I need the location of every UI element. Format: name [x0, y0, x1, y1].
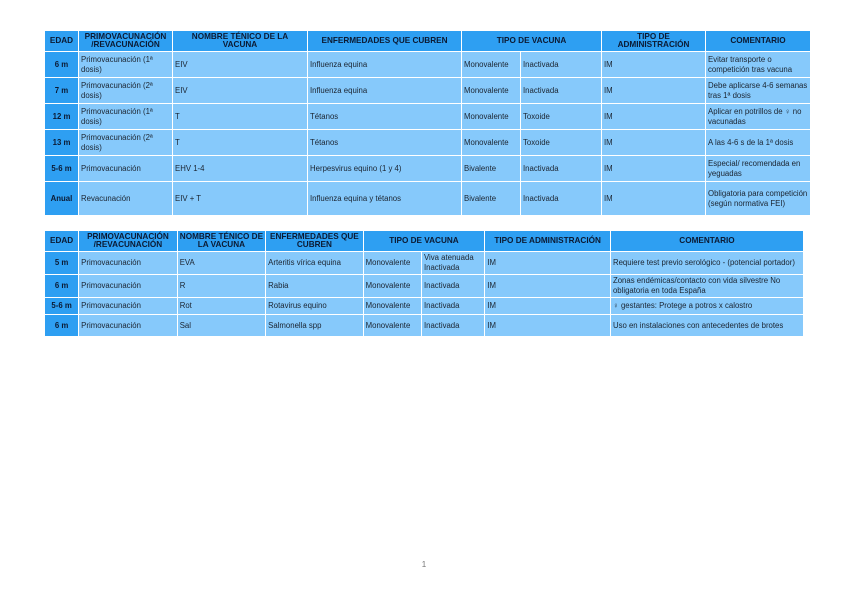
cell-type2: Inactivada — [521, 182, 601, 215]
table-row — [45, 315, 803, 336]
header-admin: TIPO DE ADMINISTRACIÓN — [485, 231, 610, 251]
cell-age: 6 m — [45, 315, 78, 336]
cell-name: Sal — [178, 315, 265, 336]
cell-disease: Tétanos — [308, 104, 461, 129]
cell-type2: Viva atenuada Inactivada — [422, 252, 484, 274]
table-row — [45, 130, 810, 155]
table-row — [45, 104, 810, 129]
cell-type1: Monovalente — [364, 275, 421, 297]
cell-name: T — [173, 130, 307, 155]
cell-admin: IM — [485, 252, 610, 274]
cell-type1: Monovalente — [462, 104, 520, 129]
cell-type2: Toxoide — [521, 130, 601, 155]
cell-comment: A las 4-6 s de la 1ª dosis — [706, 130, 810, 155]
header-comment: COMENTARIO — [706, 31, 810, 51]
cell-disease: Salmonella spp — [266, 315, 363, 336]
cell-age: 5-6 m — [45, 298, 78, 314]
cell-disease: Influenza equina y tétanos — [308, 182, 461, 215]
cell-comment: Evitar transporte o competición tras vacuna — [706, 52, 810, 77]
cell-type2: Inactivada — [422, 298, 484, 314]
cell-prim: Primovacunación — [79, 156, 172, 181]
cell-age: 7 m — [45, 78, 78, 103]
cell-age: 5 m — [45, 252, 78, 274]
cell-type2: Inactivada — [521, 156, 601, 181]
cell-name: T — [173, 104, 307, 129]
cell-comment: Aplicar en potrillos de ♀ no vacunadas — [706, 104, 810, 129]
cell-comment: Uso en instalaciones con antecedentes de brotes — [611, 315, 803, 336]
cell-name: EIV — [173, 52, 307, 77]
cell-comment: Especial/ recomendada en yeguadas — [706, 156, 810, 181]
cell-age: 6 m — [45, 275, 78, 297]
cell-name: R — [178, 275, 265, 297]
cell-comment: Obligatoria para competición (según normativa FEI) — [706, 182, 810, 215]
cell-disease: Arteritis vírica equina — [266, 252, 363, 274]
cell-prim: Primovacunación (2ª dosis) — [79, 78, 172, 103]
cell-type1: Monovalente — [364, 298, 421, 314]
cell-type2: Inactivada — [422, 315, 484, 336]
cell-admin: IM — [602, 156, 705, 181]
table-row — [45, 298, 803, 314]
page-number: 1 — [421, 560, 427, 569]
table-header-row — [45, 231, 803, 251]
cell-disease: Tétanos — [308, 130, 461, 155]
header-type: TIPO DE VACUNA — [364, 231, 485, 251]
vaccination-table-1 — [44, 30, 811, 216]
header-disease: ENFERMEDADES QUE CUBREN — [308, 31, 461, 51]
cell-prim: Primovacunación (2ª dosis) — [79, 130, 172, 155]
cell-prim: Primovacunación — [79, 298, 177, 314]
cell-type2: Inactivada — [521, 52, 601, 77]
header-name: NOMBRE TÉNICO DE LA VACUNA — [173, 31, 307, 51]
cell-disease: Influenza equina — [308, 52, 461, 77]
cell-name: EVA — [178, 252, 265, 274]
table-row — [45, 182, 810, 215]
cell-type2: Inactivada — [422, 275, 484, 297]
table-row — [45, 156, 810, 181]
cell-type1: Monovalente — [364, 315, 421, 336]
cell-comment: Requiere test previo serológico - (potencial portador) — [611, 252, 803, 274]
cell-comment: Debe aplicarse 4-6 semanas tras 1ª dosis — [706, 78, 810, 103]
cell-prim: Primovacunación (1ª dosis) — [79, 104, 172, 129]
cell-age: 6 m — [45, 52, 78, 77]
cell-type1: Monovalente — [364, 252, 421, 274]
cell-admin: IM — [602, 130, 705, 155]
cell-prim: Primovacunación — [79, 315, 177, 336]
cell-prim: Primovacunación (1ª dosis) — [79, 52, 172, 77]
cell-prim: Primovacunación — [79, 252, 177, 274]
cell-name: Rot — [178, 298, 265, 314]
cell-prim: Revacunación — [79, 182, 172, 215]
cell-type1: Bivalente — [462, 156, 520, 181]
cell-age: 12 m — [45, 104, 78, 129]
header-name: NOMBRE TÉNICO DE LA VACUNA — [178, 231, 265, 251]
cell-name: EIV + T — [173, 182, 307, 215]
table-row — [45, 275, 803, 297]
cell-admin: IM — [602, 182, 705, 215]
header-type: TIPO DE VACUNA — [462, 31, 601, 51]
header-age: EDAD — [45, 31, 78, 51]
header-disease: ENFERMEDADES QUE CUBREN — [266, 231, 363, 251]
header-prim: PRIMOVACUNACIÓN /REVACUNACIÓN — [79, 231, 177, 251]
table-row — [45, 52, 810, 77]
header-prim: PRIMOVACUNACIÓN /REVACUNACIÓN — [79, 31, 172, 51]
cell-admin: IM — [485, 298, 610, 314]
cell-admin: IM — [602, 104, 705, 129]
cell-comment: ♀ gestantes: Protege a potros x calostro — [611, 298, 803, 314]
cell-name: EHV 1-4 — [173, 156, 307, 181]
cell-type2: Inactivada — [521, 78, 601, 103]
cell-comment: Zonas endémicas/contacto con vida silvestre No obligatoria en toda España — [611, 275, 803, 297]
table-header-row — [45, 31, 810, 51]
cell-admin: IM — [602, 78, 705, 103]
cell-admin: IM — [485, 275, 610, 297]
table-row — [45, 78, 810, 103]
cell-disease: Rabia — [266, 275, 363, 297]
cell-type1: Bivalente — [462, 182, 520, 215]
cell-age: 13 m — [45, 130, 78, 155]
cell-name: EIV — [173, 78, 307, 103]
cell-disease: Rotavirus equino — [266, 298, 363, 314]
cell-disease: Influenza equina — [308, 78, 461, 103]
cell-admin: IM — [602, 52, 705, 77]
cell-admin: IM — [485, 315, 610, 336]
header-comment: COMENTARIO — [611, 231, 803, 251]
cell-prim: Primovacunación — [79, 275, 177, 297]
table-row — [45, 252, 803, 274]
cell-type1: Monovalente — [462, 78, 520, 103]
vaccination-table-2 — [44, 230, 804, 337]
cell-age: Anual — [45, 182, 78, 215]
cell-type2: Toxoide — [521, 104, 601, 129]
cell-type1: Monovalente — [462, 52, 520, 77]
header-admin: TIPO DE ADMINISTRACIÓN — [602, 31, 705, 51]
cell-age: 5-6 m — [45, 156, 78, 181]
cell-disease: Herpesvirus equino (1 y 4) — [308, 156, 461, 181]
header-age: EDAD — [45, 231, 78, 251]
cell-type1: Monovalente — [462, 130, 520, 155]
